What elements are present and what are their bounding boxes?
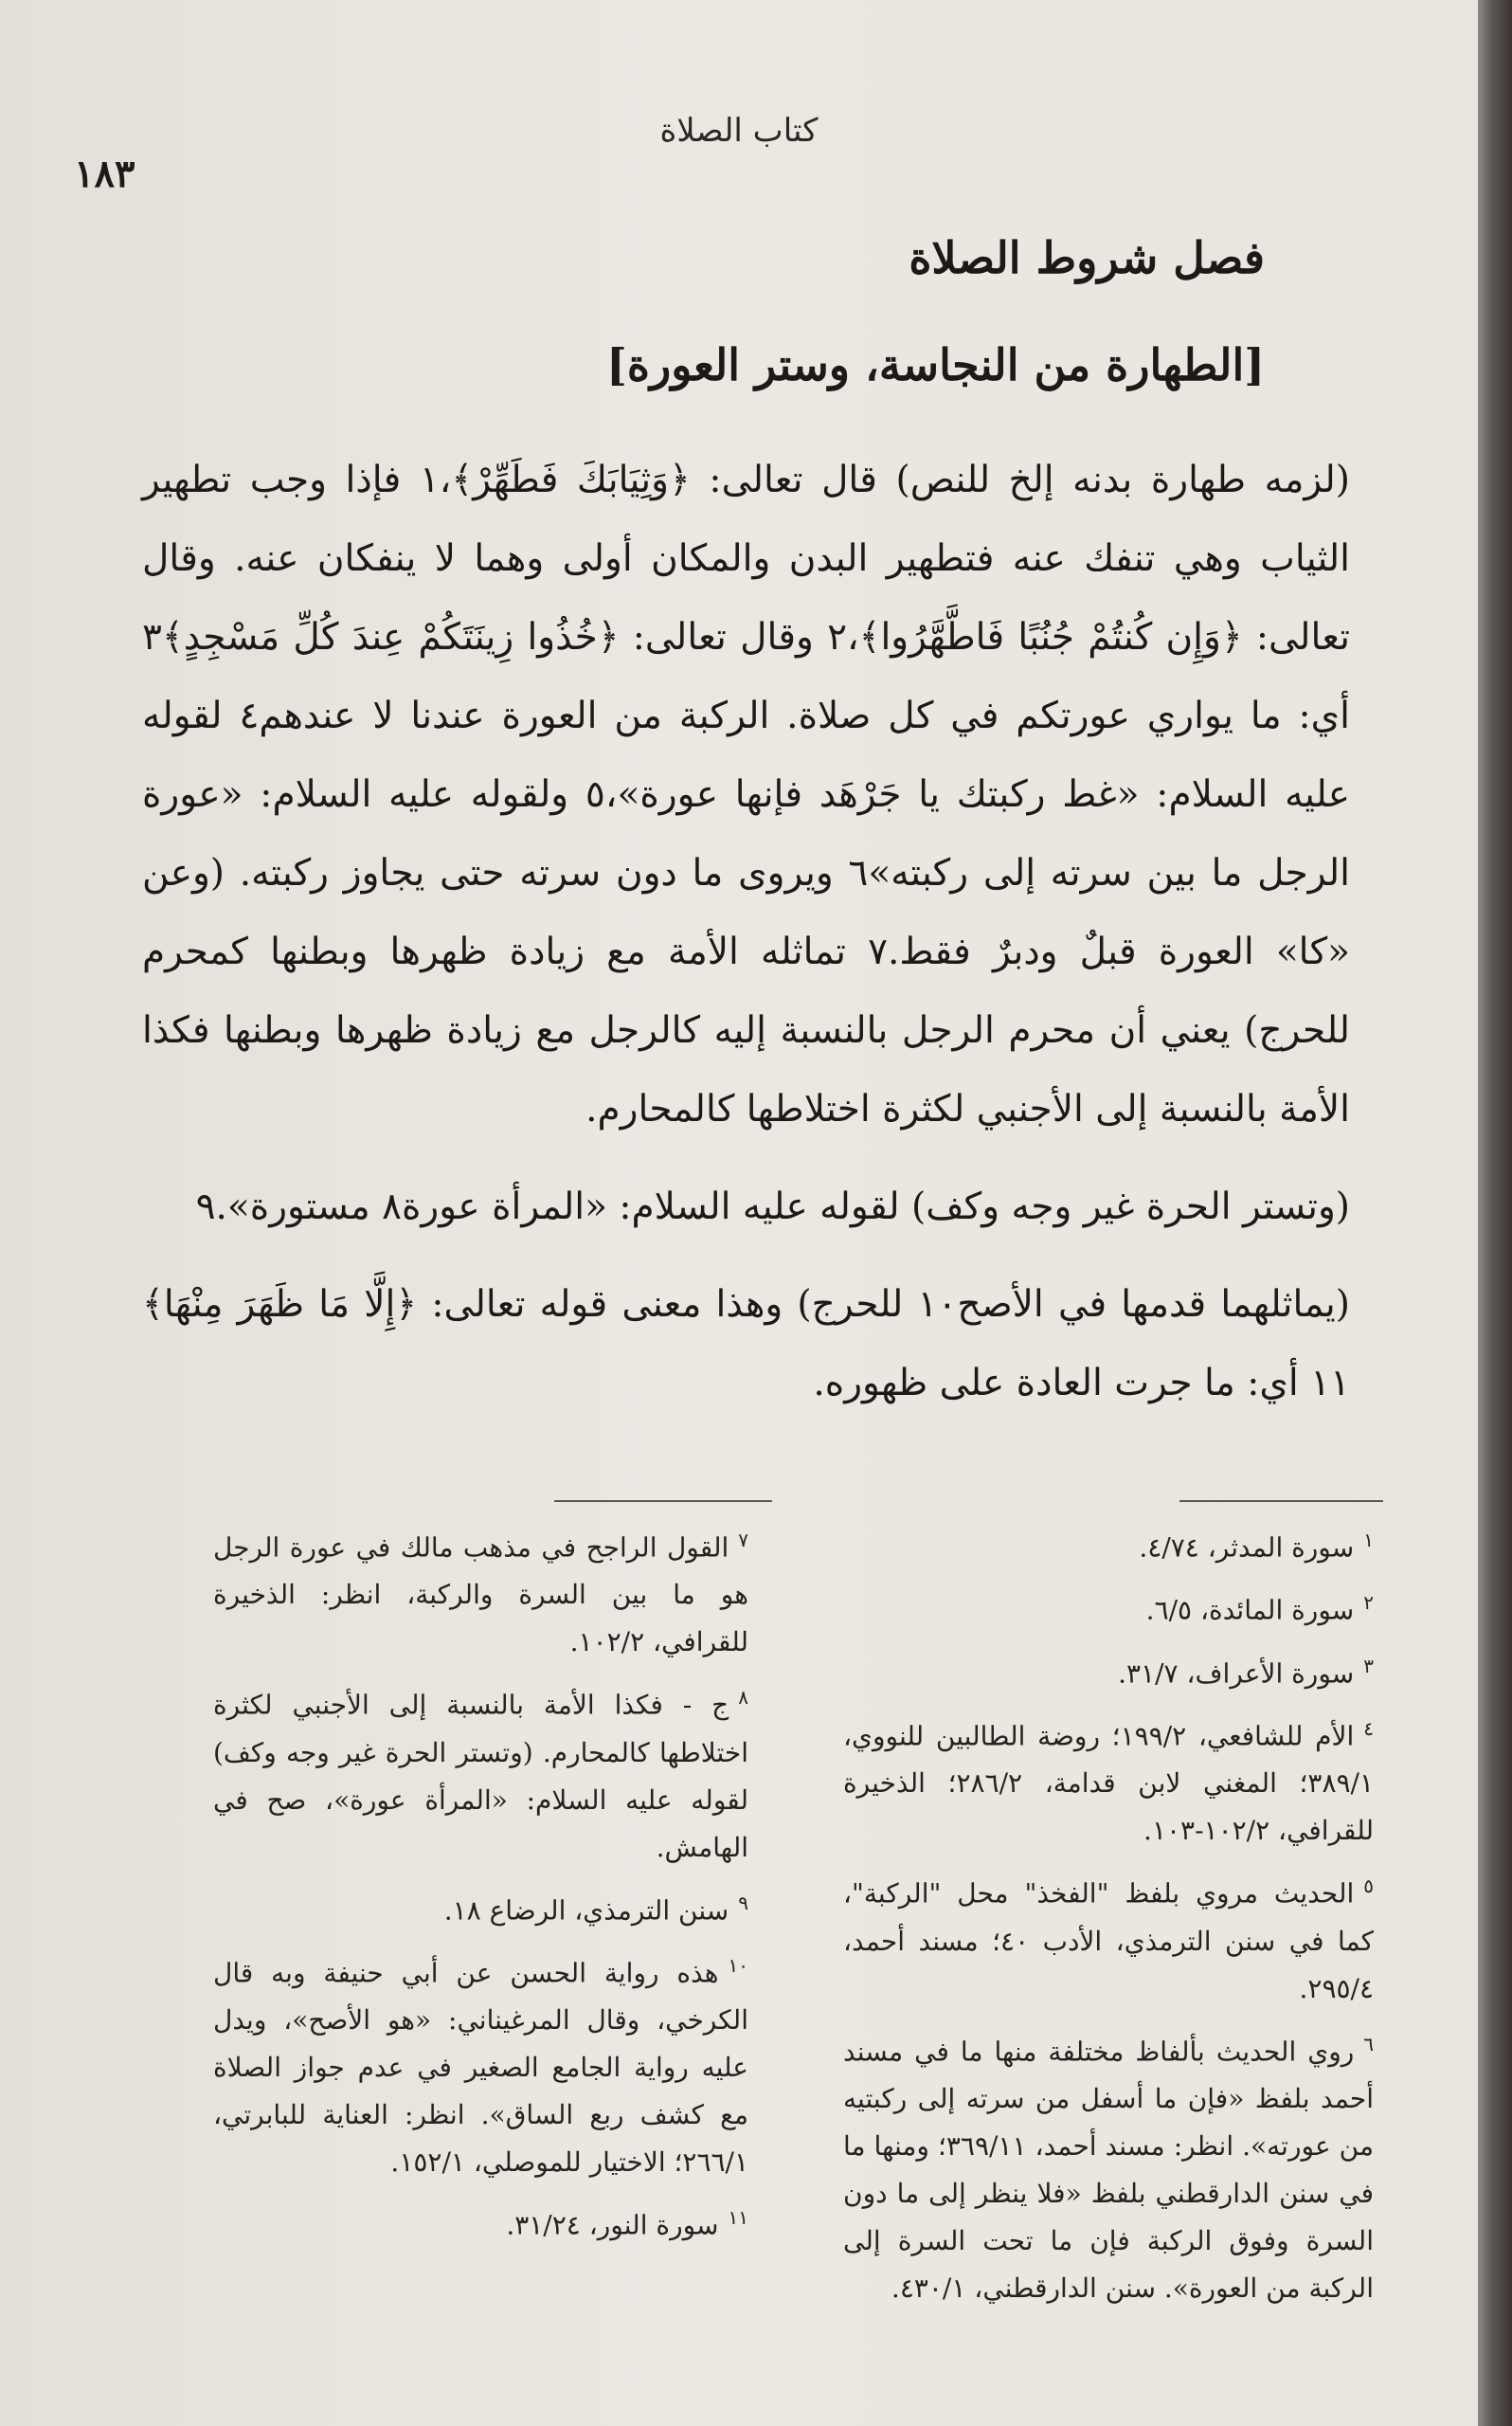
footnote-number: ٩ [738, 1891, 748, 1914]
footnote-divider-right [1179, 1500, 1383, 1502]
footnote [213, 1674, 748, 1871]
footnote-divider-left [554, 1500, 772, 1502]
footnote-text: القول الراجح في مذهب مالك في عورة الرجل هو ما بين السرة والركبة، انظر: الذخيرة للقرافي، ١٠٢/٢. [213, 1531, 748, 1658]
footnote-text: هذه رواية الحسن عن أبي حنيفة وبه قال الكرخي، وقال المرغيناني: «هو الأصح»، ويدل عليه رواية الجامع الصغير في عدم جواز الصلاة مع كشف ربع الساق». انظر: العناية للبابرتي، ٢٦٦/١؛ الاختيار للموصلي، ١٥٢/١. [213, 1957, 748, 2179]
footnote-text: سورة الأعراف، ٣١/٧. [1118, 1657, 1355, 1689]
footnote [213, 1942, 748, 2186]
footnote [843, 1579, 1374, 1634]
footnote-text: الحديث مروي بلفظ "الفخذ" محل "الركبة"، كما في سنن الترمذي، الأدب ٤٠؛ مسند أحمد، ٢٩٥/٤. [843, 1877, 1374, 2004]
paragraph: (يماثلهما قدمها في الأصح١٠ للحرج) وهذا معنى قوله تعالى: ﴿إِلَّا مَا ظَهَرَ مِنْهَا﴾١١ أي: ما جرت العادة على ظهوره. [142, 1283, 1350, 1404]
footnote [213, 1879, 748, 1934]
footnotes-left-column [213, 1516, 748, 2257]
footnote-text: ج - فكذا الأمة بالنسبة إلى الأجنبي لكثرة اختلاطها كالمحارم. (وتستر الحرة غير وجه وكف) لقوله عليه السلام: «المرأة عورة»، صح في الهامش. [213, 1689, 748, 1863]
section-title: فصل شروط الصلاة [909, 232, 1265, 283]
footnote-number: ٧ [738, 1529, 748, 1551]
footnote [213, 2194, 748, 2249]
footnote [213, 1516, 748, 1666]
footnote [843, 1516, 1374, 1571]
footnote-number: ١٠ [728, 1953, 748, 1977]
footnote-text: الأم للشافعي، ١٩٩/٢؛ روضة الطالبين للنووي، ٣٨٩/١؛ المغني لابن قدامة، ٢٨٦/٢؛ الذخيرة للقرافي، ١٠٢/٢-١٠٣. [843, 1720, 1375, 1847]
footnote-text: سورة المدثر، ٤/٧٤. [1139, 1531, 1355, 1564]
footnotes-right-column [843, 1516, 1374, 2320]
paragraph: (لزمه طهارة بدنه إلخ للنص) قال تعالى: ﴿وَثِيَابَكَ فَطَهِّرْ﴾،١ فإذا وجب تطهير الثياب وهي تنفك عنه فتطهير البدن والمكان أولى وهما لا ينفكان عنه. وقال تعالى: ﴿وَإِن كُنتُمْ جُنُبًا فَاطَّهَّرُوا﴾،٢ وقال تعالى: ﴿خُذُوا زِينَتَكُمْ عِندَ كُلِّ مَسْجِدٍ﴾٣ أي: ما يواري عورتكم في كل صلاة. الركبة من العورة عندنا لا عندهم٤ لقوله عليه السلام: «غط ركبتك يا جَرْهَد فإنها عورة»،٥ ولقوله عليه السلام: «عورة الرجل ما بين سرته إلى ركبته»٦ ويروى ما دون سرته حتى يجاوز ركبته. (وعن «كا» العورة قبلٌ ودبرٌ فقط.٧ تماثله الأمة مع زيادة ظهرها وبطنها كمحرم للحرج) يعني أن محرم الرجل بالنسبة إليه كالرجل مع زيادة ظهرها وبطنها فكذا الأمة بالنسبة إلى الأجنبي لكثرة اختلاطها كالمحارم. [142, 459, 1351, 1131]
footnote-text: سنن الترمذي، الرضاع ١٨. [443, 1893, 729, 1926]
subsection-title: [الطهارة من النجاسة، وستر العورة] [606, 339, 1265, 390]
running-head: كتاب الصلاة [659, 112, 819, 150]
footnote-number: ١١ [728, 2206, 748, 2230]
footnote-number: ٥ [1363, 1874, 1374, 1898]
page-number: ١٨٣ [74, 152, 135, 196]
book-spine-edge [1478, 0, 1512, 2426]
footnote [843, 1642, 1374, 1697]
footnote-number: ٣ [1363, 1654, 1374, 1677]
footnote [843, 2020, 1374, 2312]
footnote-number: ٢ [1363, 1591, 1374, 1615]
footnote-number: ٦ [1363, 2032, 1374, 2055]
footnote-text: سورة المائدة، ٦/٥. [1145, 1594, 1355, 1626]
footnote-text: سورة النور، ٣١/٢٤. [506, 2209, 719, 2241]
footnote-text: روي الحديث بألفاظ مختلفة منها ما في مسند أحمد بلفظ «فإن ما أسفل من سرته إلى ركبتيه من عورته». انظر: مسند أحمد، ٣٦٩/١١؛ ومنها ما في سنن الدارقطني بلفظ «فلا ينظر إلى ما دون السرة وفوق الركبة فإن ما تحت السرة إلى الركبة من العورة». سنن الدارقطني، ٤٣٠/١. [843, 2035, 1374, 2304]
main-text [142, 441, 1350, 1422]
footnote-number: ١ [1363, 1529, 1374, 1551]
paragraph: (وتستر الحرة غير وجه وكف) لقوله عليه السلام: «المرأة عورة٨ مستورة».٩ [195, 1186, 1350, 1228]
footnote-number: ٤ [1363, 1716, 1374, 1740]
footnote [843, 1705, 1374, 1855]
footnote [843, 1862, 1374, 2012]
footnote-number: ٨ [738, 1686, 748, 1710]
